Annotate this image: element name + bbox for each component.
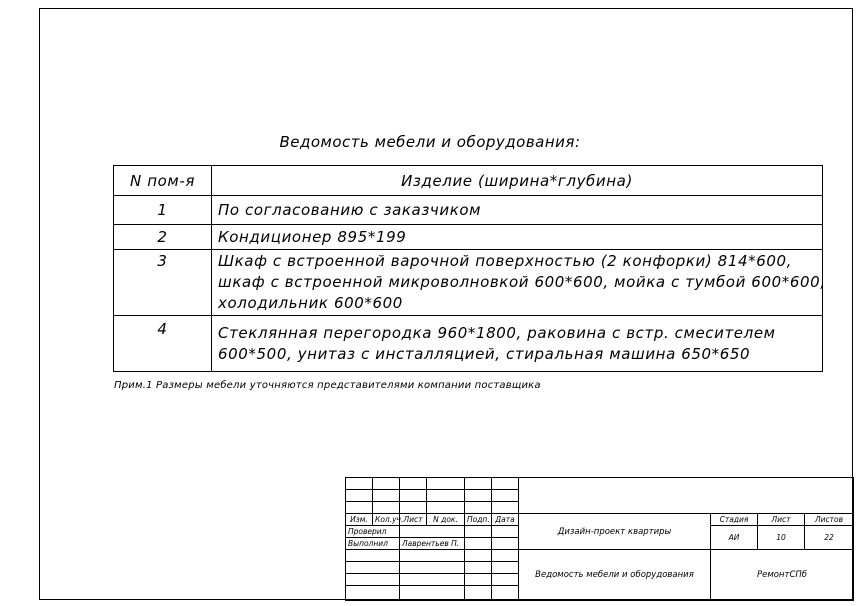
header-item: Изделие (ширина*глубина) — [212, 166, 823, 196]
checked-by-label: Проверил — [346, 526, 400, 538]
item-line: холодильник 600*600 — [218, 294, 403, 312]
performed-by-label: Выполнил — [346, 538, 400, 550]
stamp-col-sign: Подп. — [465, 514, 492, 526]
sheets-label: Листов — [805, 514, 854, 526]
sheet-label: Лист — [758, 514, 805, 526]
row-number: 1 — [114, 196, 212, 225]
item-line: шкаф с встроенной микроволновкой 600*600, мойка с тумбой 600*600, — [218, 273, 826, 291]
table-row — [114, 250, 823, 316]
title-block — [345, 477, 854, 601]
stamp-col-sheet: Лист — [400, 514, 427, 526]
table-header-row — [114, 166, 823, 196]
item-line: Шкаф с встроенной варочной поверхностью (2 конфорки) 814*600, — [218, 252, 792, 270]
stamp-col-date: Дата — [492, 514, 519, 526]
header-room-number: N пом-я — [114, 166, 212, 196]
item-line: Кондиционер 895*199 — [218, 227, 407, 246]
stamp-header-row — [346, 514, 854, 526]
stamp-col-change: Изм. — [346, 514, 373, 526]
row-item — [212, 250, 826, 316]
document-title: Ведомость мебели и оборудования: — [279, 133, 581, 151]
sheet-title: Ведомость мебели и оборудования — [519, 550, 711, 601]
company-name: РемонтСПб — [711, 550, 854, 601]
furniture-table — [113, 165, 826, 372]
stage-value: АИ — [711, 526, 758, 550]
item-line: По согласованию с заказчиком — [218, 200, 482, 219]
sheet-value: 10 — [758, 526, 805, 550]
table-row — [114, 196, 823, 225]
stamp-col-count: Кол.уч. — [373, 514, 400, 526]
footnote: Прим.1 Размеры мебели уточняются представителями компании поставщика — [114, 380, 541, 391]
item-line: 600*500, унитаз с инсталляцией, стиральная машина 650*650 — [218, 344, 751, 363]
row-item — [212, 316, 823, 372]
performer-name: Лаврентьев П. — [400, 538, 465, 550]
project-title: Дизайн-проект квартиры — [519, 514, 711, 550]
table-row — [114, 316, 823, 372]
item-line: Стеклянная перегородка 960*1800, раковина с встр. смесителем — [218, 323, 776, 342]
row-item — [212, 196, 823, 225]
stamp-col-doc: N док. — [427, 514, 465, 526]
stage-label: Стадия — [711, 514, 758, 526]
row-number: 2 — [114, 225, 212, 250]
row-number: 4 — [114, 316, 212, 372]
row-number: 3 — [114, 250, 212, 316]
row-item — [212, 225, 823, 250]
sheets-value: 22 — [805, 526, 854, 550]
table-row — [114, 225, 823, 250]
